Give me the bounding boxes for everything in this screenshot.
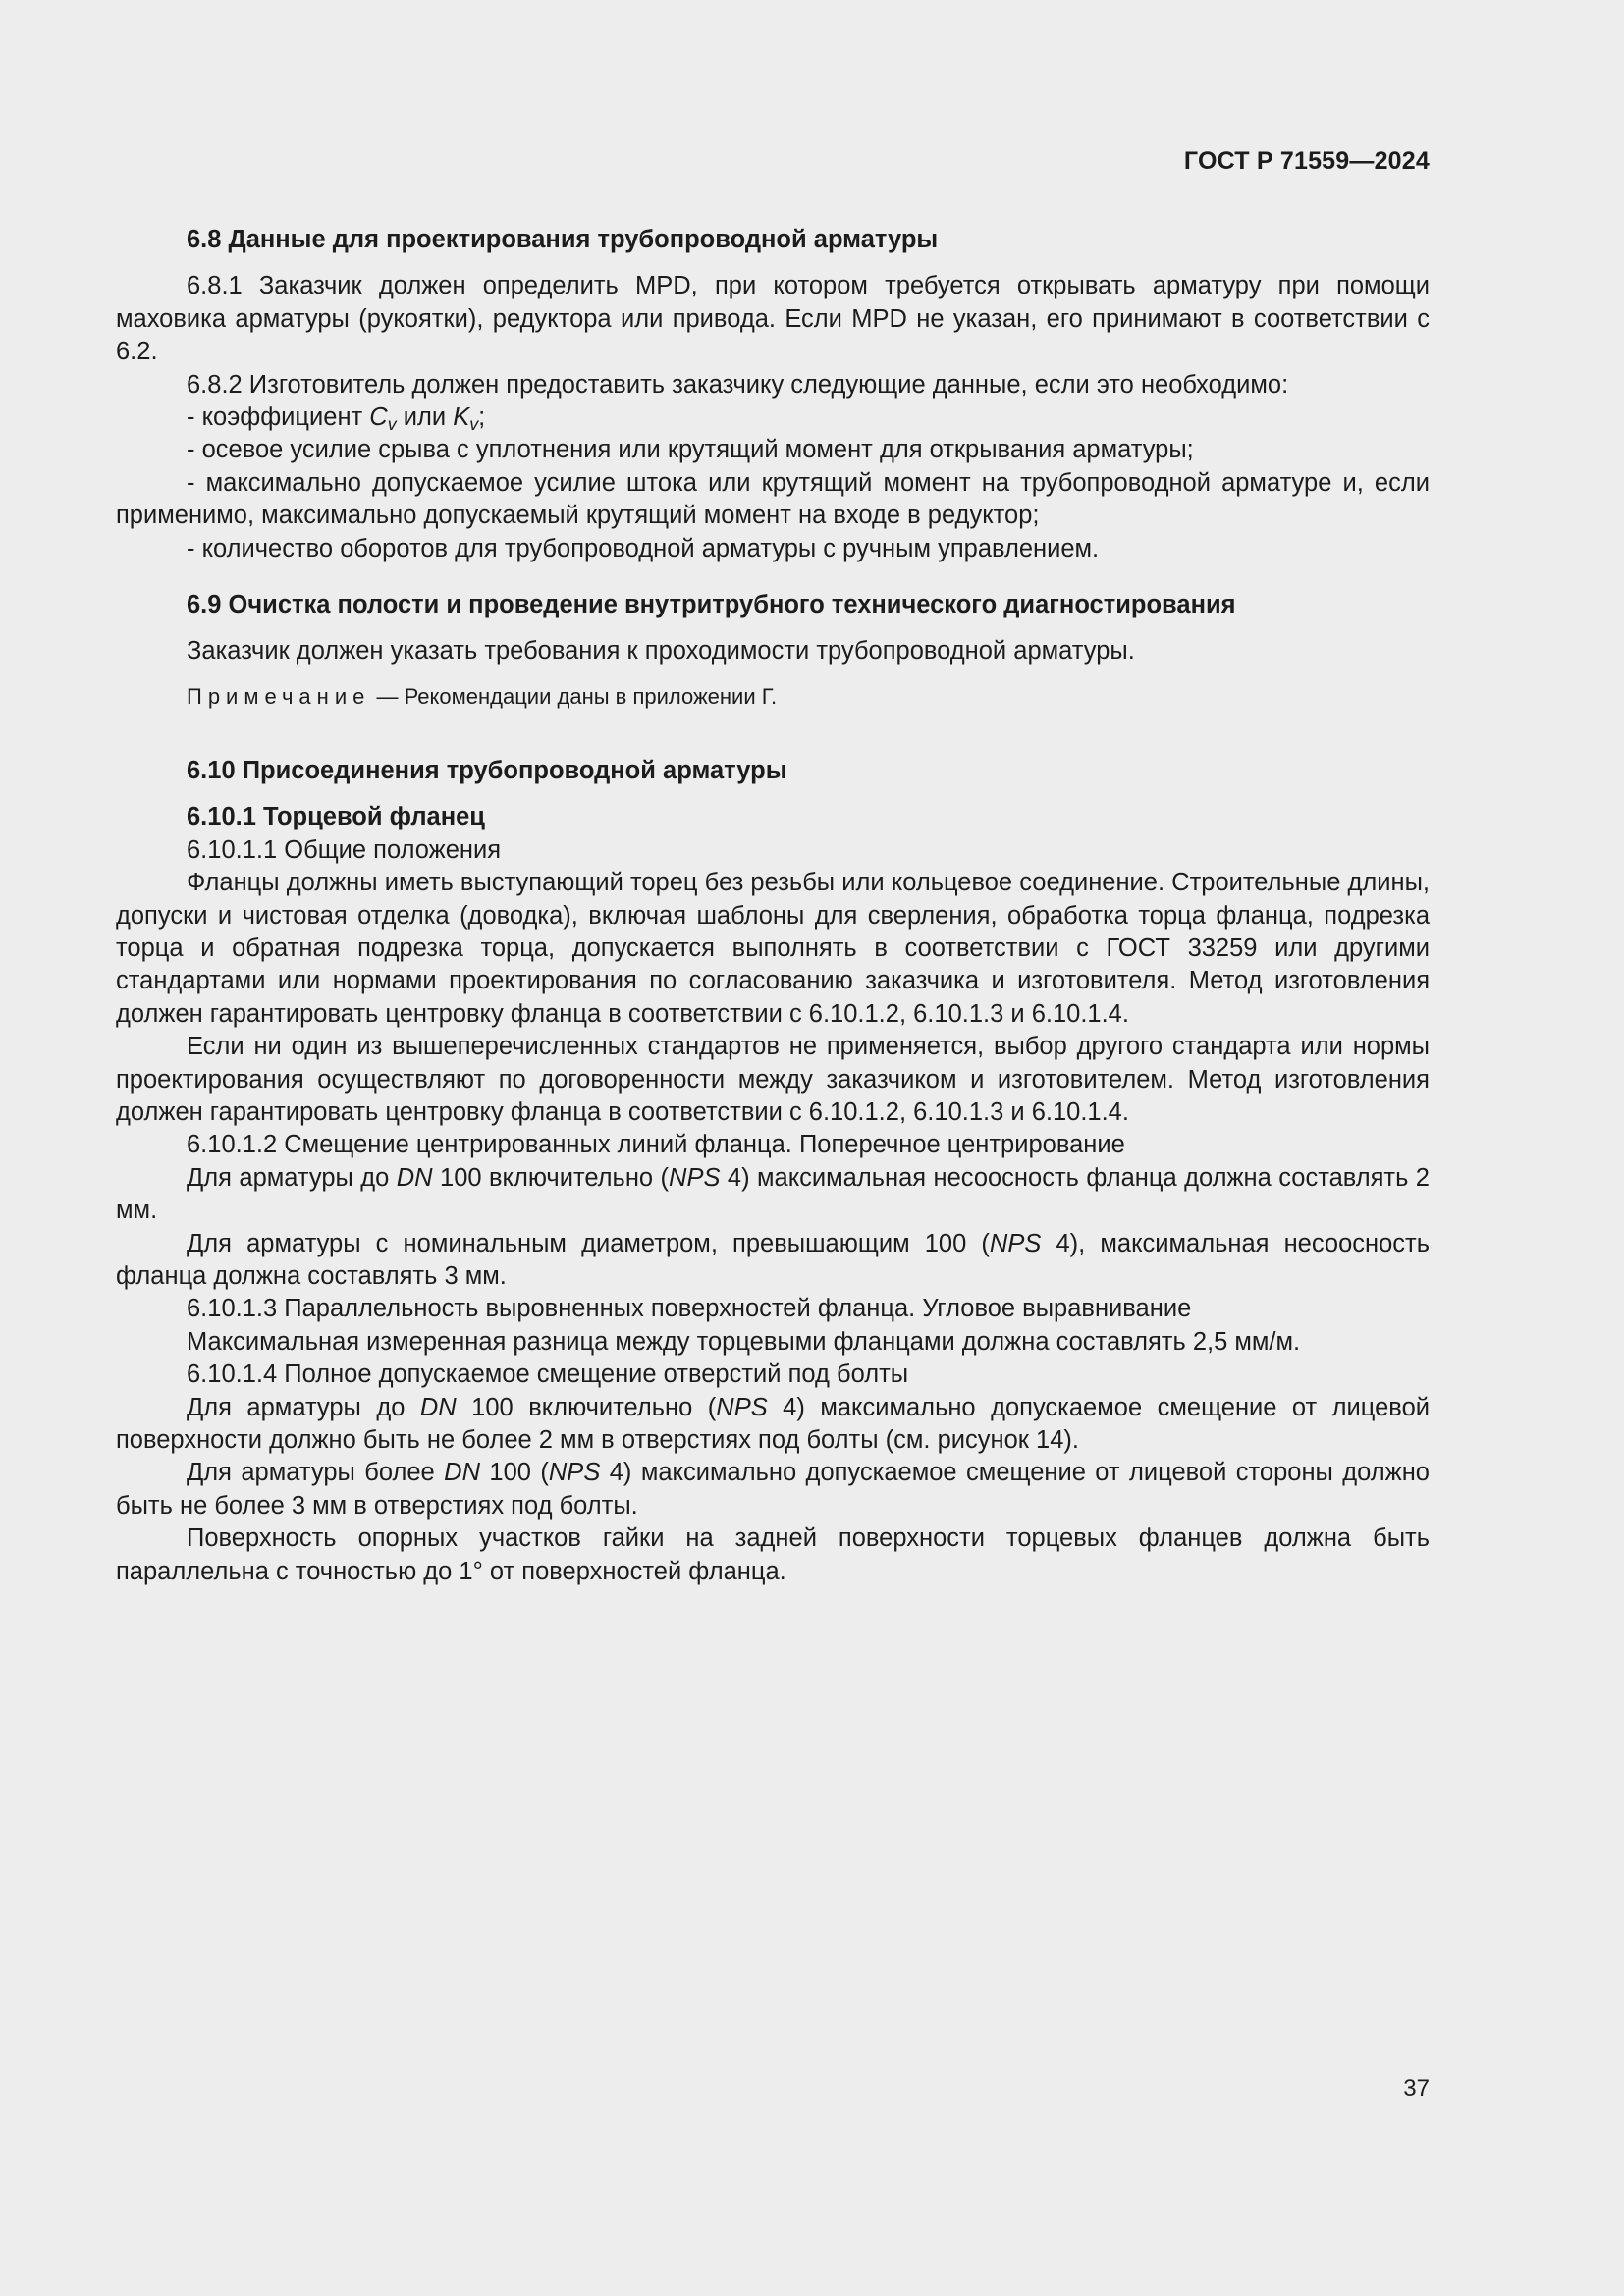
list-item-breakaway-force: - осевое усилие срыва с уплотнения или крутящий момент для открывания арматуры; xyxy=(187,436,1194,464)
list-item-turns: - количество оборотов для трубопроводной арматуры с ручным управлением. xyxy=(187,534,1100,562)
note-label: Примечание xyxy=(187,683,371,709)
paragraph-6-10-1-1-a: Фланцы должны иметь выступающий торец без резьбы или кольцевое соединение. Строительные длины, допуски и чистовая отделка (доводка), включая шаблоны для сверления, обработка торца фланца, подрезка торца и обратная подрезка торца, допускается выполнять в соответствии с ГОСТ 33259 или другими стандартами или нормами проектирования по согласованию заказчика и изготовителя. Метод изготовления должен гарантировать центровку фланца в соответствии с 6.10.1.2, 6.10.1.3 и 6.10.1.4. xyxy=(116,869,1430,1028)
note-text: Рекомендации даны в приложении Г. xyxy=(404,683,778,709)
page-content xyxy=(116,224,1430,1588)
paragraph-6-9: Заказчик должен указать требования к проходимости трубопроводной арматуры. xyxy=(187,637,1135,666)
document-id: ГОСТ Р 71559—2024 xyxy=(1183,147,1430,175)
clause-title-6-10-1-4: 6.10.1.4 Полное допускаемое смещение отверстий под болты xyxy=(187,1361,909,1389)
clause-title-6-10-1-2: 6.10.1.2 Смещение центрированных линий фланца. Поперечное центрирование xyxy=(187,1131,1125,1159)
clause-title-6-10-1-1: 6.10.1.1 Общие положения xyxy=(187,835,502,864)
clause-title-6-10-1-3: 6.10.1.3 Параллельность выровненных поверхностей фланца. Угловое выравнивание xyxy=(187,1295,1192,1323)
paragraph-6-8-2: 6.8.2 Изготовитель должен предоставить заказчику следующие данные, если это необходимо: xyxy=(187,370,1289,399)
paragraph-6-10-1-4-a: Для арматуры до DN 100 включительно (NPS 4) максимально допускаемое смещение от лицевой поверхности должно быть не более 2 мм в отверстиях под болты (см. рисунок 14). xyxy=(116,1393,1430,1454)
subsection-heading-6-10-1: 6.10.1 Торцевой фланец xyxy=(187,803,485,831)
note: Примечание — Рекомендации даны в приложении Г. xyxy=(187,683,778,709)
section-heading-6-10: 6.10 Присоединения трубопроводной арматуры xyxy=(187,756,787,784)
paragraph-6-10-1-2-b: Для арматуры с номинальным диаметром, превышающим 100 (NPS 4), максимальная несоосность фланца должна составлять 3 мм. xyxy=(116,1229,1430,1290)
paragraph-6-10-1-1-b: Если ни один из вышеперечисленных стандартов не применяется, выбор другого стандарта или нормы проектирования осуществляют по договоренности между заказчиком и изготовителем. Метод изготовления должен гарантировать центровку фланца в соответствии с 6.10.1.2, 6.10.1.3 и 6.10.1.4. xyxy=(116,1033,1430,1126)
paragraph-6-8-1: 6.8.1 Заказчик должен определить MPD, при котором требуется открывать арматуру при помощи маховика арматуры (рукоятки), редуктора или привода. Если MPD не указан, его принимают в соответствии с 6.2. xyxy=(116,272,1430,366)
paragraph-6-10-1-4-c: Поверхность опорных участков гайки на задней поверхности торцевых фланцев должна быть параллельна с точностью до 1° от поверхностей фланца. xyxy=(116,1524,1430,1585)
section-heading-6-8: 6.8 Данные для проектирования трубопроводной арматуры xyxy=(187,226,939,253)
page-number: 37 xyxy=(1403,2075,1430,2102)
paragraph-6-10-1-2-a: Для арматуры до DN 100 включительно (NPS 4) максимальная несоосность фланца должна составлять 2 мм. xyxy=(116,1163,1430,1225)
section-heading-6-9: 6.9 Очистка полости и проведение внутритрубного технического диагностирования xyxy=(187,591,1236,619)
list-item-coefficient: - коэффициент $C_v$ или $K_v$; xyxy=(187,403,486,435)
list-item-max-stem-force: - максимально допускаемое усилие штока или крутящий момент на трубопроводной арматуре и, если применимо, максимально допускаемый крутящий момент на входе в редуктор; xyxy=(116,468,1430,530)
paragraph-6-10-1-3: Максимальная измеренная разница между торцевыми фланцами должна составлять 2,5 мм/м. xyxy=(187,1327,1301,1356)
paragraph-6-10-1-4-b: Для арматуры более DN 100 (NPS 4) максимально допускаемое смещение от лицевой стороны должно быть не более 3 мм в отверстиях под болты. xyxy=(116,1459,1430,1520)
